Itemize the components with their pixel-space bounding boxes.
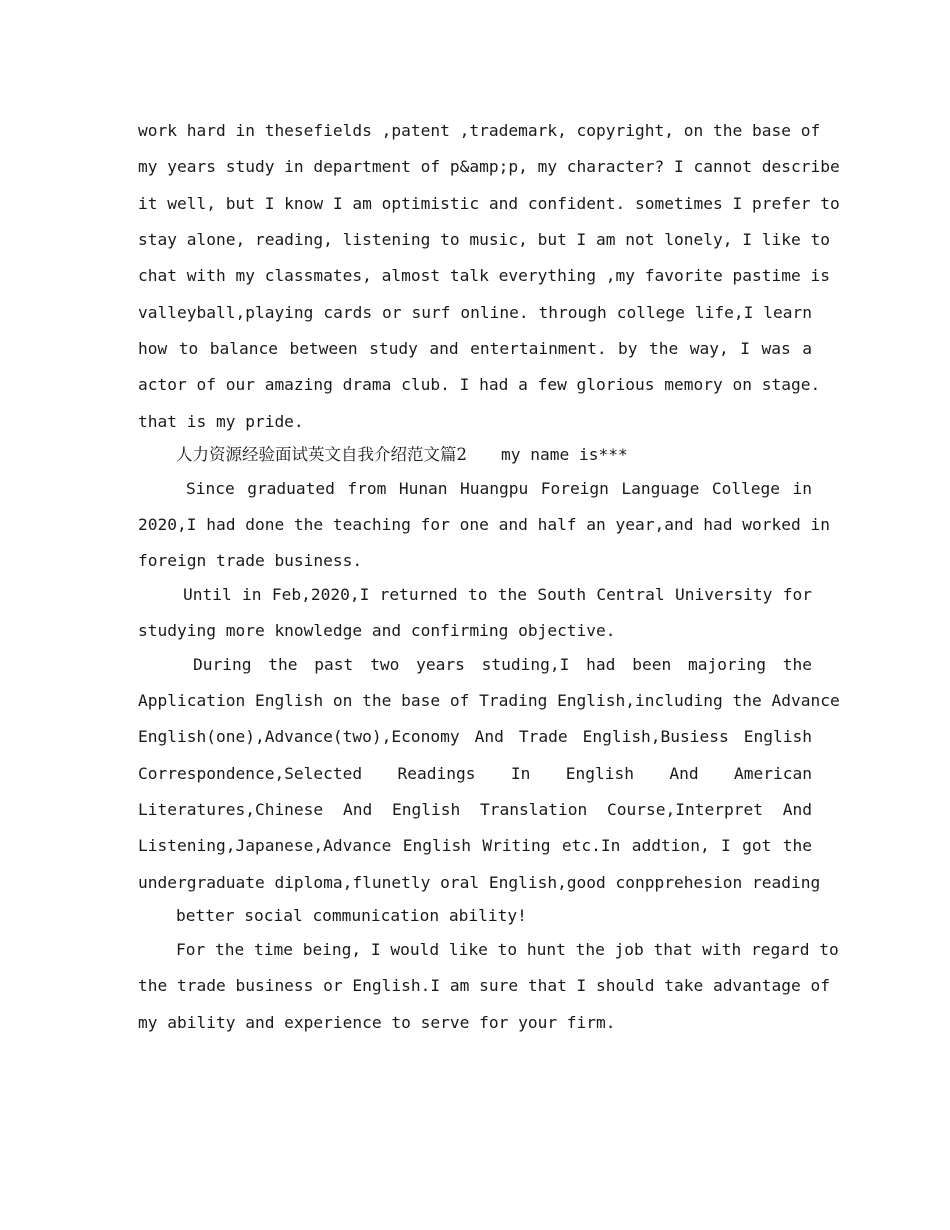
- text-line: Correspondence,Selected Readings In English And American: [138, 764, 812, 783]
- text-line: better social communication ability!: [176, 906, 527, 925]
- text-line: Until in Feb,2020,I returned to the South Central University for: [183, 585, 812, 604]
- text-line: my ability and experience to serve for your firm.: [138, 1013, 616, 1032]
- text-line: chat with my classmates, almost talk everything ,my favorite pastime is: [138, 266, 830, 285]
- text-line: Application English on the base of Trading English,including the Advance: [138, 691, 840, 710]
- text-line: stay alone, reading, listening to music, but I am not lonely, I like to: [138, 230, 830, 249]
- text-line: how to balance between study and entertainment. by the way, I was a: [138, 339, 812, 358]
- text-line: my years study in department of p&amp;p, my character? I cannot describe: [138, 157, 840, 176]
- section-heading: [176, 445, 812, 465]
- text-line: studying more knowledge and confirming objective.: [138, 621, 616, 640]
- text-line: Literatures,Chinese And English Translation Course,Interpret And: [138, 800, 812, 819]
- text-line: During the past two years studing,I had been majoring the: [193, 655, 812, 674]
- text-line: the trade business or English.I am sure that I should take advantage of: [138, 976, 830, 995]
- text-line: undergraduate diploma,flunetly oral English,good conpprehesion reading: [138, 873, 821, 892]
- text-line: actor of our amazing drama club. I had a few glorious memory on stage.: [138, 375, 821, 394]
- text-line: For the time being, I would like to hunt the job that with regard to: [176, 940, 839, 959]
- text-line: English(one),Advance(two),Economy And Trade English,Busiess English: [138, 727, 812, 746]
- text-line: foreign trade business.: [138, 551, 363, 570]
- text-line: Listening,Japanese,Advance English Writing etc.In addtion, I got the: [138, 836, 812, 855]
- text-line: work hard in thesefields ,patent ,trademark, copyright, on the base of: [138, 121, 821, 140]
- text-line: that is my pride.: [138, 412, 304, 431]
- text-line: it well, but I know I am optimistic and confident. sometimes I prefer to: [138, 194, 840, 213]
- heading-title: 人力资源经验面试英文自我介绍范文篇2: [176, 445, 467, 464]
- text-line: 2020,I had done the teaching for one and half an year,and had worked in: [138, 515, 830, 534]
- text-line: Since graduated from Hunan Huangpu Foreign Language College in: [186, 479, 812, 498]
- text-line: valleyball,playing cards or surf online. through college life,I learn: [138, 303, 812, 322]
- heading-suffix: my name is***: [501, 445, 628, 464]
